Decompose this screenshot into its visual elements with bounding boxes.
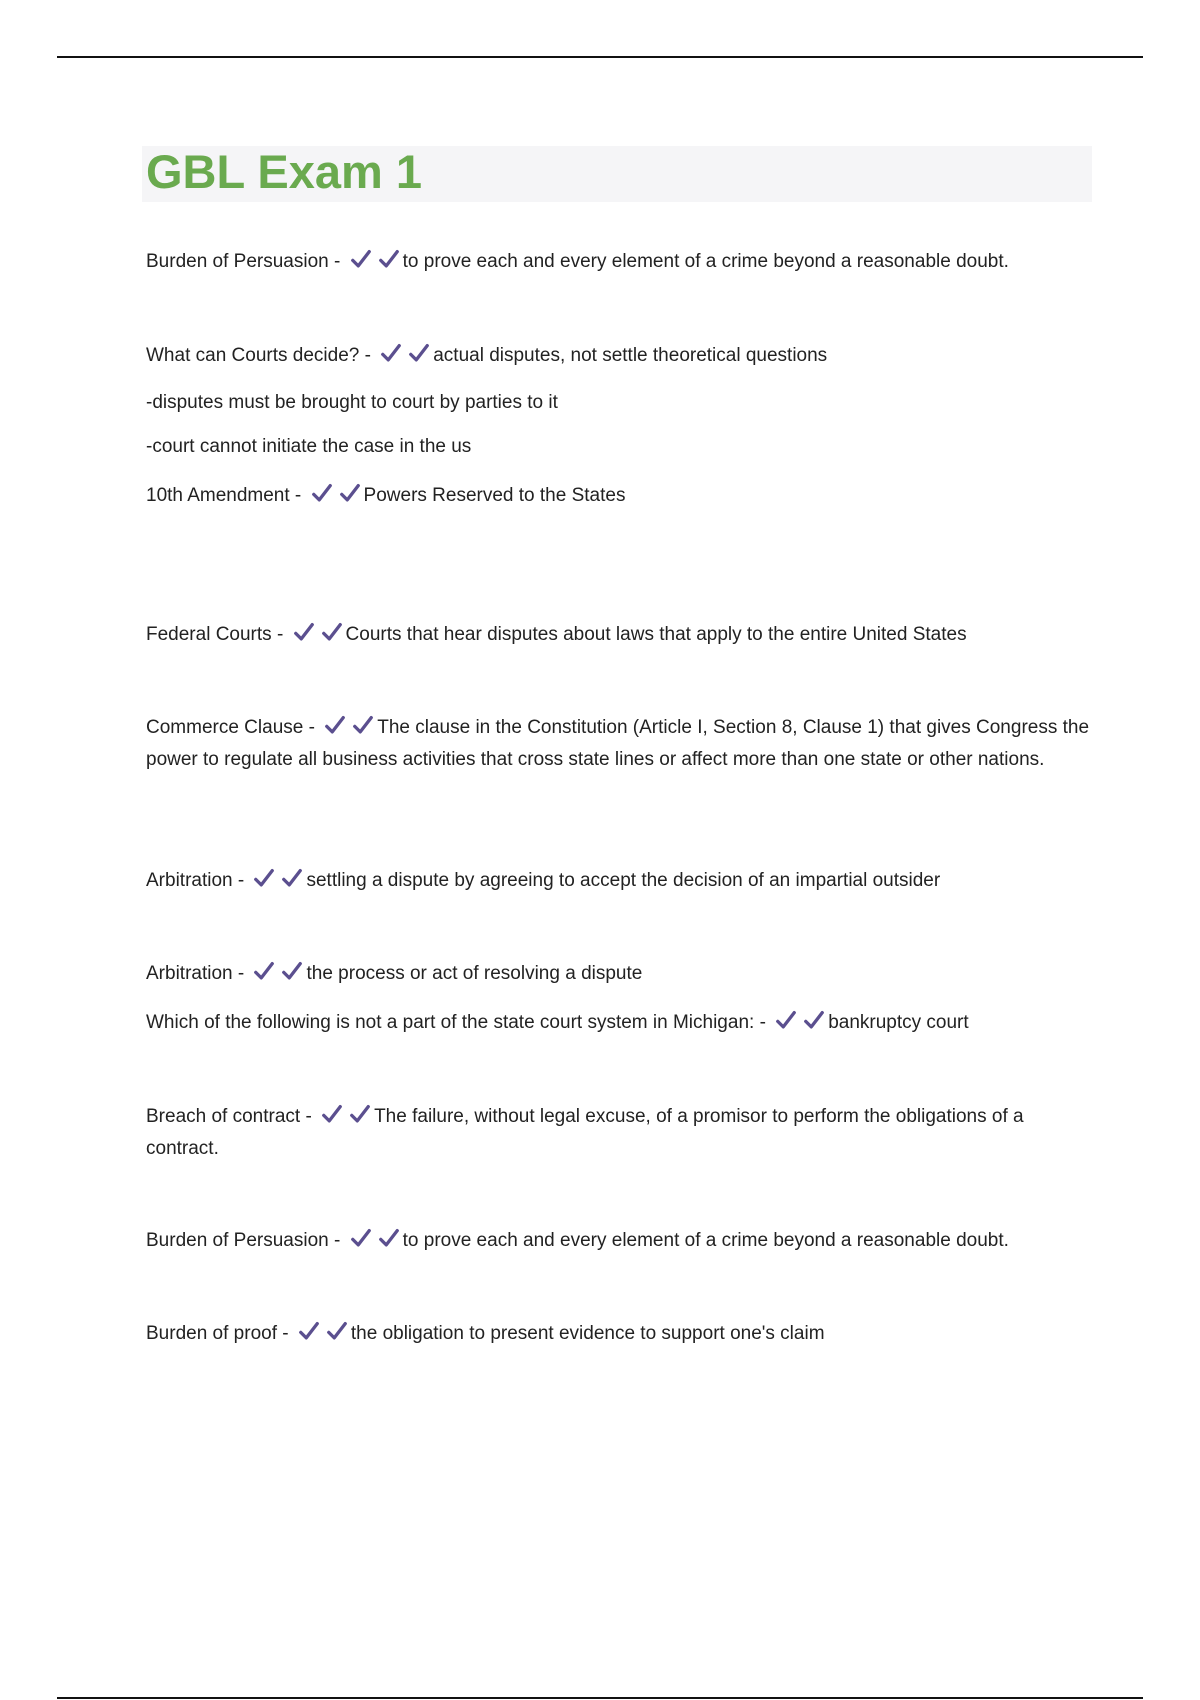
double-check-icon: [380, 342, 430, 373]
double-check-icon: [311, 482, 361, 513]
entry-term: Breach of contract -: [146, 1106, 318, 1127]
entry-definition: The clause in the Constitution (Article I, Section 8, Clause 1) that gives Congress the power to regulate all business activities that cross state lines or affect more than one state or other nations.: [146, 717, 1090, 770]
check-icon: [350, 248, 372, 270]
check-icon: [408, 342, 430, 364]
entry-arbitration: [146, 866, 940, 898]
entry-definition: the obligation to present evidence to support one's claim: [350, 1323, 825, 1344]
entry-term: Federal Courts -: [146, 624, 289, 645]
double-check-icon: [321, 1103, 371, 1134]
entry-definition: the process or act of resolving a dispute: [306, 963, 643, 984]
check-icon: [378, 1227, 400, 1249]
entry-term: Burden of Persuasion -: [146, 1230, 346, 1251]
entry-what-can-courts-decide: [146, 341, 827, 373]
entry-term: Burden of proof -: [146, 1323, 294, 1344]
check-icon: [378, 248, 400, 270]
entry-definition: Powers Reserved to the States: [363, 485, 626, 506]
entry-term: Which of the following is not a part of the state court system in Michigan: -: [146, 1012, 772, 1033]
check-icon: [326, 1320, 348, 1342]
entry-note: -disputes must be brought to court by parties to it: [146, 392, 558, 413]
check-icon: [311, 482, 333, 504]
entry-term: Arbitration -: [146, 870, 250, 891]
header-rule: [57, 56, 1143, 58]
check-icon: [321, 621, 343, 643]
double-check-icon: [298, 1320, 348, 1351]
check-icon: [380, 342, 402, 364]
entry-term: 10th Amendment -: [146, 485, 307, 506]
entry-definition: settling a dispute by agreeing to accept the decision of an impartial outsider: [306, 870, 941, 891]
entry-term: Burden of Persuasion -: [146, 251, 346, 272]
check-icon: [298, 1320, 320, 1342]
check-icon: [281, 960, 303, 982]
check-icon: [803, 1009, 825, 1031]
entry-term: Arbitration -: [146, 963, 250, 984]
check-icon: [339, 482, 361, 504]
entry-definition: bankruptcy court: [828, 1012, 969, 1033]
check-icon: [321, 1103, 343, 1125]
double-check-icon: [253, 867, 303, 898]
check-icon: [349, 1103, 371, 1125]
check-icon: [352, 714, 374, 736]
footer-rule: [57, 1697, 1143, 1699]
check-icon: [775, 1009, 797, 1031]
check-icon: [253, 867, 275, 889]
entry-definition: Courts that hear disputes about laws that apply to the entire United States: [345, 624, 967, 645]
document-title: GBL Exam 1: [146, 145, 423, 198]
entry-10th-amendment: [146, 481, 625, 513]
entry-note: -court cannot initiate the case in the us: [146, 436, 472, 457]
double-check-icon: [253, 960, 303, 991]
double-check-icon: [293, 621, 343, 652]
entry-term: What can Courts decide? -: [146, 345, 377, 366]
entry-burden-of-persuasion: [146, 247, 1009, 279]
entry-michigan-state-court: [146, 1008, 969, 1040]
entry-term: Commerce Clause -: [146, 717, 321, 738]
double-check-icon: [324, 714, 374, 745]
entry-breach-of-contract: [146, 1102, 1096, 1163]
entry-federal-courts: [146, 620, 967, 652]
entry-burden-of-proof: [146, 1319, 825, 1351]
check-icon: [253, 960, 275, 982]
check-icon: [324, 714, 346, 736]
double-check-icon: [350, 1227, 400, 1258]
entry-definition: to prove each and every element of a crime beyond a reasonable doubt.: [402, 251, 1009, 272]
check-icon: [281, 867, 303, 889]
entry-commerce-clause: [146, 713, 1096, 774]
double-check-icon: [350, 248, 400, 279]
entry-burden-of-persuasion: [146, 1226, 1009, 1258]
entry-definition: to prove each and every element of a crime beyond a reasonable doubt.: [402, 1230, 1009, 1251]
entry-definition: The failure, without legal excuse, of a promisor to perform the obligations of a contract.: [146, 1106, 1024, 1159]
entry-arbitration: [146, 959, 642, 991]
check-icon: [293, 621, 315, 643]
double-check-icon: [775, 1009, 825, 1040]
check-icon: [350, 1227, 372, 1249]
entry-definition: actual disputes, not settle theoretical questions: [433, 345, 828, 366]
